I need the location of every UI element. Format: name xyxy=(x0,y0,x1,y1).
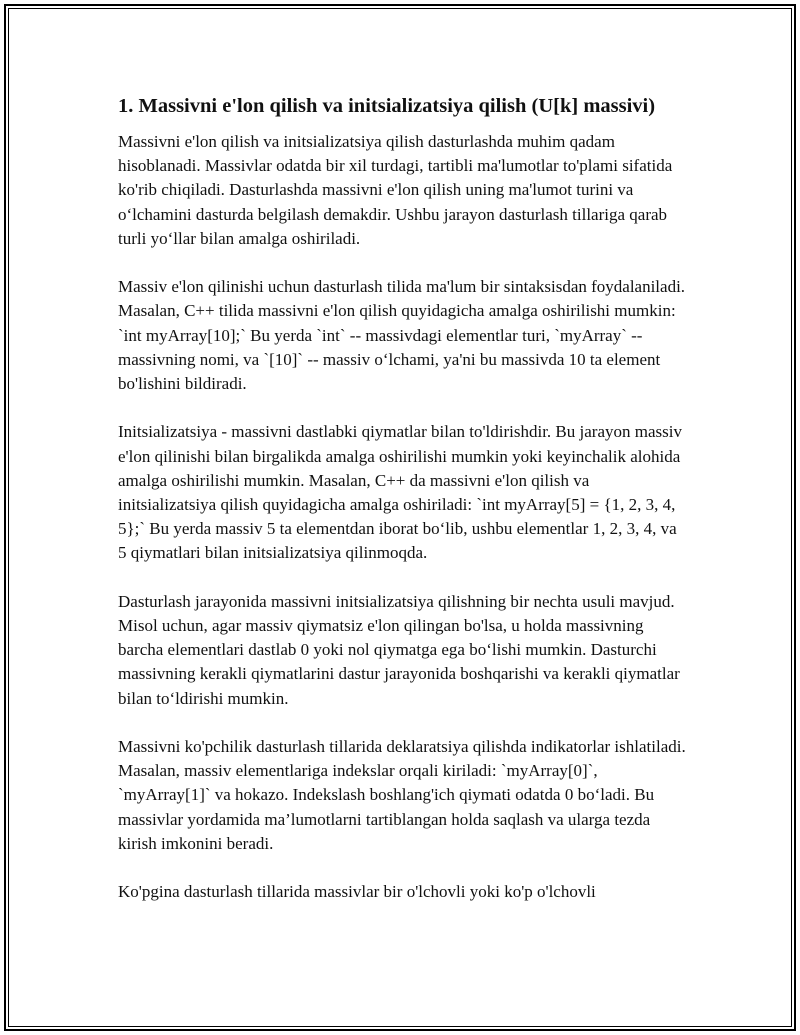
paragraph-4: Dasturlash jarayonida massivni initsializatsiya qilishning bir nechta usuli mavjud. Misol uchun, agar massiv qiymatsiz e'lon qilingan bo'lsa, u holda massivning barcha elementlari dastlab 0 yoki nol qiymatga ega bo‘lishi mumkin. Dasturchi massivning kerakli qiymatlarini dastur jarayonida boshqarishi va kerakli qiymatlar bilan to‘ldirishi mumkin. xyxy=(118,591,680,708)
document-body xyxy=(118,92,686,904)
paragraph-5: Massivni ko'pchilik dasturlash tillarida deklaratsiya qilishda indikatorlar ishlatiladi. Masalan, massiv elementlariga indekslar orqali kiriladi: `myArray[0]`, `myArray[1]` va hokazo. Indekslash boshlang'ich qiymati odatda 0 bo‘ladi. Bu massivlar yordamida ma’lumotlarni tartiblangan holda saqlash va ularga tezda kirish imkonini beradi. xyxy=(118,737,686,853)
paragraph-6: Ko'pgina dasturlash tillarida massivlar bir o'lchovli yoki ko'p o'lchovli xyxy=(118,882,596,902)
paragraph-1: Massivni e'lon qilish va initsializatsiya qilish dasturlashda muhim qadam hisoblanadi. Massivlar odatda bir xil turdagi, tartibli ma'lumotlar to'plami sifatida ko'rib chiqiladi. Dasturlashda massivni e'lon qilish uning ma'lumot turini va o‘lchamini dasturda belgilash demakdir. Ushbu jarayon dasturlash tillariga qarab turli yo‘llar bilan amalga oshiriladi. xyxy=(118,132,673,248)
paragraph-3: Initsializatsiya - massivni dastlabki qiymatlar bilan to'ldirishdir. Bu jarayon massiv e'lon qilinishi bilan birgalikda amalga oshirilishi mumkin yoki keyinchalik alohida amalga oshirilishi mumkin. Masalan, C++ da massivni e'lon qilish va initsializatsiya qilish quyidagicha amalga oshiriladi: `int myArray[5] = {1, 2, 3, 4, 5};` Bu yerda massiv 5 ta elementdan iborat bo‘lib, ushbu elementlar 1, 2, 3, 4, va 5 qiymatlari bilan initsializatsiya qilinmoqda. xyxy=(118,422,682,563)
paragraph-2: Massiv e'lon qilinishi uchun dasturlash tilida ma'lum bir sintaksisdan foydalaniladi. Masalan, C++ tilida massivni e'lon qilish quyidagicha amalga oshirilishi mumkin: `int myArray[10];` Bu yerda `int` -- massivdagi elementlar turi, `myArray` -- massivning nomi, va `[10]` -- massiv o‘lchami, ya'ni bu massivda 10 ta element bo'lishini bildiradi. xyxy=(118,277,686,394)
section-title: 1. Massivni e'lon qilish va initsializatsiya qilish (U[k] massivi) xyxy=(118,95,656,117)
